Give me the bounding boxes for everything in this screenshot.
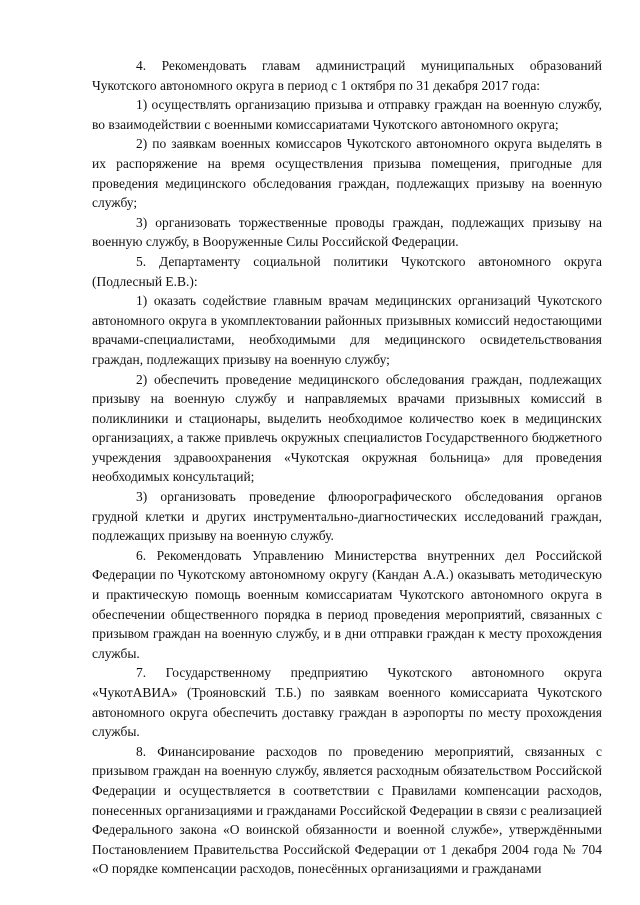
paragraph-4-3: 3) организовать торжественные проводы граждан, подлежащих призыву на военную службу, в Вооруженные Силы Российской Федерации. — [92, 214, 602, 250]
paragraph-4-1: 1) осуществлять организацию призыва и отправку граждан на военную службу, во взаимодействии с военными комиссариатами Чукотского автономного округа; — [92, 97, 602, 132]
paragraph-5-3: 3) организовать проведение флюорографического обследования органов грудной клетки и других инструментально-диагностических исследований граждан, подлежащих призыву на военную службу. — [92, 489, 602, 544]
paragraph-6: 6. Рекомендовать Управлению Министерства внутренних дел Российской Федерации по Чукотскому автономному округу (Кандан А.А.) оказывать методическую и практическую помощь военным комиссариатам Чукотского автономного округа в обеспечении общественного порядка в период проведения мероприятий, связанных с призывом граждан на военную службу, и в дни отправки граждан к месту прохождения службы. — [92, 547, 602, 661]
paragraph-5-1: 1) оказать содействие главным врачам медицинских организаций Чукотского автономного округа в укомплектовании районных призывных комиссий недостающими врачами-специалистами, необходимыми для медицинского освидетельствования граждан, подлежащих призыву на военную службу; — [92, 293, 602, 367]
document-body — [92, 56, 602, 879]
paragraph-4: 4. Рекомендовать главам администраций муниципальных образований Чукотского автономного округа в период с 1 октября по 31 декабря 2017 года: — [92, 58, 602, 93]
paragraph-5: 5. Департаменту социальной политики Чукотского автономного округа (Подлесный Е.В.): — [92, 253, 602, 289]
paragraph-8: 8. Финансирование расходов по проведению мероприятий, связанных с призывом граждан на военную службу, является расходным обязательством Российской Федерации и осуществляется в соответствии с Правилами компенсации расходов, понесенных организациями и гражданами Российской Федерации в связи с реализацией Федерального закона «О воинской обязанности и военной службе», утверждёнными Постановлением Правительства Российской Федерации от 1 декабря 2004 года № 704 «О порядке компенсации расходов, понесённых организациями и гражданами — [92, 743, 602, 877]
paragraph-7: 7. Государственному предприятию Чукотского автономного округа «ЧукотАВИА» (Трояновский Т.Б.) по заявкам военного комиссариата Чукотского автономного округа обеспечить доставку граждан в аэропорты по месту прохождения службы. — [92, 665, 602, 740]
paragraph-5-2: 2) обеспечить проведение медицинского обследования граждан, подлежащих призыву на военную службу и направляемых врачами призывных комиссий в поликлиники и стационары, выделить необходимое количество коек в медицинских организациях, а также привлечь окружных специалистов Государственного бюджетного учреждения здравоохранения «Чукотская окружная больница» для проведения необходимых консультаций; — [92, 371, 602, 485]
paragraph-4-2: 2) по заявкам военных комиссаров Чукотского автономного округа выделять в их распоряжение на время осуществления призыва помещения, пригодные для проведения медицинского обследования граждан, подлежащих призыву на военную службу; — [92, 136, 602, 211]
